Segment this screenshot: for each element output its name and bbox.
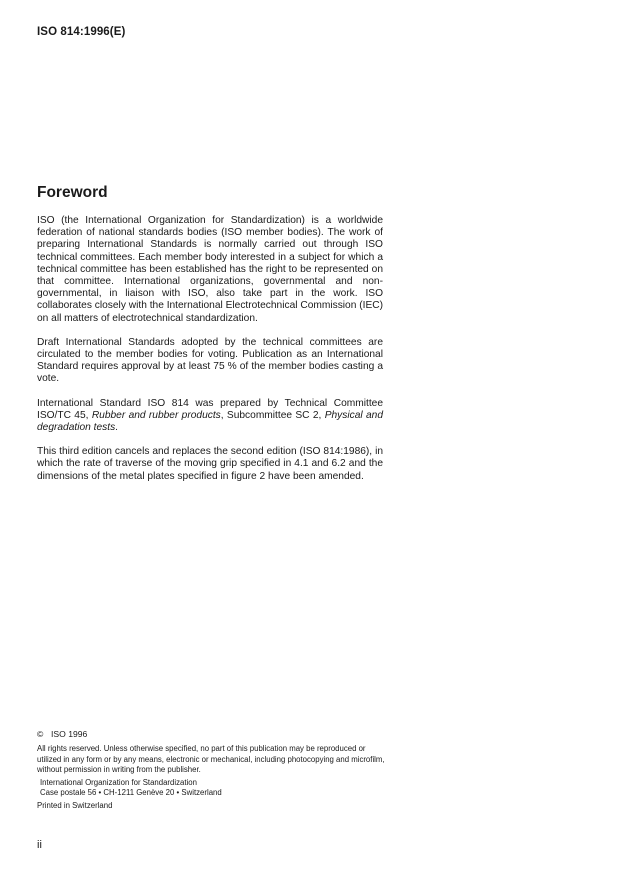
copyright-year: ISO 1996 <box>51 729 88 739</box>
page-number: ii <box>37 839 42 851</box>
page-title: Foreword <box>37 184 108 201</box>
paragraph-3 <box>37 398 383 435</box>
copyright-block <box>37 729 389 811</box>
paragraph-3-part-1: International Standard ISO 814 was prepared by Technical Committee ISO/TC 45, <box>37 397 383 421</box>
printed-location: Printed in Switzerland <box>37 800 113 810</box>
copyright-icon: © <box>37 729 44 739</box>
publisher-name: International Organization for Standardization <box>40 778 197 788</box>
paragraph-3-part-2: , Subcommittee SC 2, <box>220 409 325 421</box>
copyright-line <box>37 729 389 739</box>
document-code: ISO 814:1996(E) <box>37 26 126 38</box>
paragraph-3-part-3: . <box>115 422 119 434</box>
publisher-address: Case postale 56 • CH-1211 Genève 20 • Switzerland <box>40 788 222 798</box>
paragraph-1: ISO (the International Organization for Standardization) is a worldwide federation of national standards bodies (ISO member bodies). The work of preparing International Standards is normally carried out through ISO technical committees. Each member body interested in a subject for which a technical committee has been established has the right to be represented on that committee. International organizations, governmental and non-governmental, in liaison with ISO, also take part in the work. ISO collaborates closely with the International Electrotechnical Commission (IEC) on all matters of electrotechnical standardization. <box>37 215 383 324</box>
foreword-body <box>37 215 383 495</box>
paragraph-2: Draft International Standards adopted by the technical committees are circulated to the member bodies for voting. Publication as an International Standard requires approval by at least 75 % of the member bodies casting a vote. <box>37 336 383 385</box>
rights-statement: All rights reserved. Unless otherwise specified, no part of this publication may be reproduced or utilized in any form or by any means, electronic or mechanical, including photocopying and microfilm, without permission in writing from the publisher. <box>37 744 385 774</box>
paragraph-4: This third edition cancels and replaces the second edition (ISO 814:1986), in which the rate of traverse of the moving grip specified in 4.1 and 6.2 and the dimensions of the metal plates specified in figure 2 have been amended. <box>37 446 383 482</box>
subcommittee-name: Physical and degradation tests <box>37 409 383 434</box>
committee-name: Rubber and rubber products <box>91 409 221 421</box>
